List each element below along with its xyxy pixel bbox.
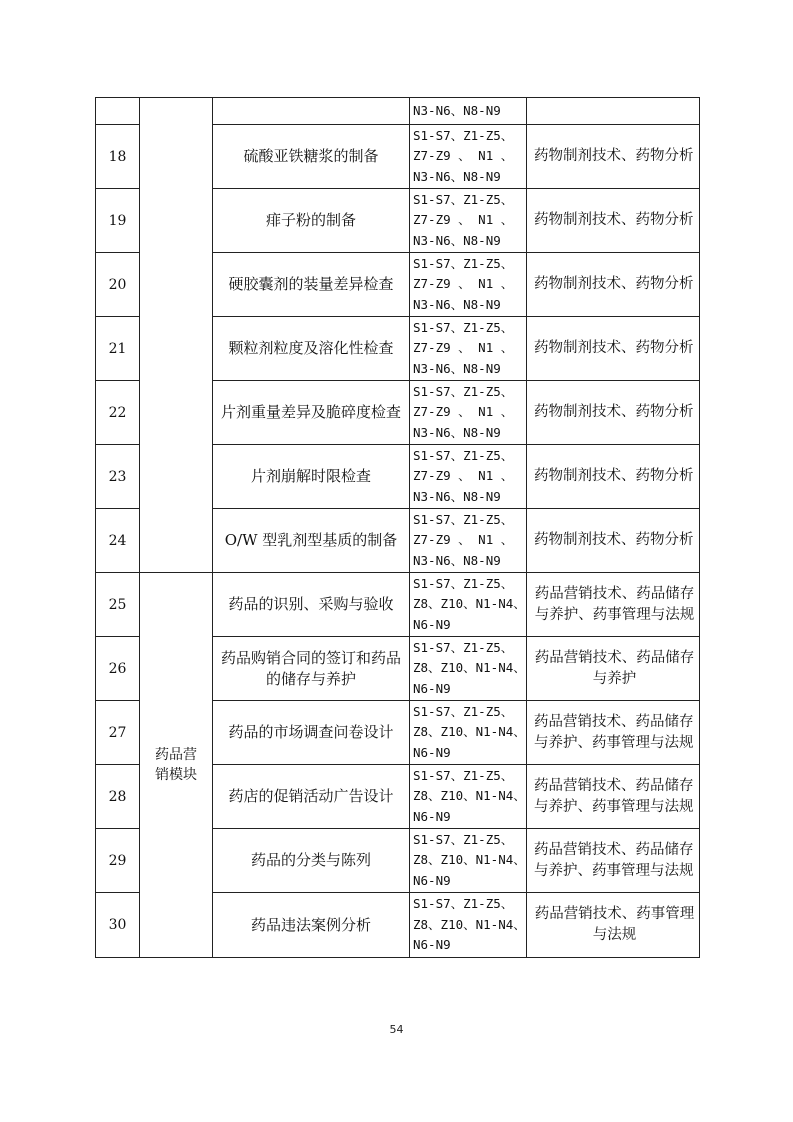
related-courses: 药品营销技术、药品储存与养护、药事管理与法规: [527, 765, 700, 829]
related-courses: 药品营销技术、药品储存与养护: [527, 637, 700, 701]
experiment-name: 药品违法案例分析: [213, 893, 410, 958]
competency-codes: S1-S7、Z1-Z5、 Z7-Z9 、 N1 、 N3-N6、N8-N9: [410, 189, 527, 253]
competency-codes: S1-S7、Z1-Z5、 Z7-Z9 、 N1 、 N3-N6、N8-N9: [410, 125, 527, 189]
competency-codes: S1-S7、Z1-Z5、 Z8、Z10、N1-N4、 N6-N9: [410, 829, 527, 893]
competency-codes: S1-S7、Z1-Z5、 Z7-Z9 、 N1 、 N3-N6、N8-N9: [410, 509, 527, 573]
competency-codes: S1-S7、Z1-Z5、 Z8、Z10、N1-N4、 N6-N9: [410, 637, 527, 701]
experiment-name: 药店的促销活动广告设计: [213, 765, 410, 829]
related-courses: 药品营销技术、药品储存与养护、药事管理与法规: [527, 701, 700, 765]
related-courses: [527, 98, 700, 125]
experiment-name: 药品的分类与陈列: [213, 829, 410, 893]
experiment-name: 硫酸亚铁糖浆的制备: [213, 125, 410, 189]
row-number: 24: [96, 509, 140, 573]
table-row: [96, 573, 700, 637]
row-number: 28: [96, 765, 140, 829]
experiment-name: 颗粒剂粒度及溶化性检查: [213, 317, 410, 381]
related-courses: 药物制剂技术、药物分析: [527, 189, 700, 253]
experiment-name: 药品的市场调查问卷设计: [213, 701, 410, 765]
curriculum-table: [95, 97, 700, 958]
competency-codes: S1-S7、Z1-Z5、 Z7-Z9 、 N1 、 N3-N6、N8-N9: [410, 253, 527, 317]
module-cell-marketing: 药品营销模块: [140, 573, 213, 958]
experiment-name: 痱子粉的制备: [213, 189, 410, 253]
related-courses: 药品营销技术、药品储存与养护、药事管理与法规: [527, 573, 700, 637]
related-courses: 药物制剂技术、药物分析: [527, 253, 700, 317]
related-courses: 药物制剂技术、药物分析: [527, 445, 700, 509]
related-courses: 药品营销技术、药事管理与法规: [527, 893, 700, 958]
experiment-name: 硬胶囊剂的装量差异检查: [213, 253, 410, 317]
experiment-name: O/W 型乳剂型基质的制备: [213, 509, 410, 573]
table-row-continuation: [96, 98, 700, 125]
experiment-name: 片剂崩解时限检查: [213, 445, 410, 509]
competency-codes: S1-S7、Z1-Z5、 Z8、Z10、N1-N4、 N6-N9: [410, 893, 527, 958]
row-number: 29: [96, 829, 140, 893]
experiment-name: 药品购销合同的签订和药品的储存与养护: [213, 637, 410, 701]
row-number: 27: [96, 701, 140, 765]
related-courses: 药物制剂技术、药物分析: [527, 317, 700, 381]
row-number: 23: [96, 445, 140, 509]
row-number: 20: [96, 253, 140, 317]
competency-codes: S1-S7、Z1-Z5、 Z7-Z9 、 N1 、 N3-N6、N8-N9: [410, 317, 527, 381]
experiment-name: 片剂重量差异及脆碎度检查: [213, 381, 410, 445]
competency-codes: S1-S7、Z1-Z5、 Z7-Z9 、 N1 、 N3-N6、N8-N9: [410, 381, 527, 445]
row-number: 19: [96, 189, 140, 253]
competency-codes: S1-S7、Z1-Z5、 Z8、Z10、N1-N4、 N6-N9: [410, 701, 527, 765]
module-cell-previous: [140, 98, 213, 573]
related-courses: 药物制剂技术、药物分析: [527, 381, 700, 445]
related-courses: 药物制剂技术、药物分析: [527, 125, 700, 189]
row-number: 22: [96, 381, 140, 445]
competency-codes: S1-S7、Z1-Z5、 Z8、Z10、N1-N4、 N6-N9: [410, 573, 527, 637]
related-courses: 药物制剂技术、药物分析: [527, 509, 700, 573]
row-number: [96, 98, 140, 125]
related-courses: 药品营销技术、药品储存与养护、药事管理与法规: [527, 829, 700, 893]
row-number: 26: [96, 637, 140, 701]
competency-codes: S1-S7、Z1-Z5、 Z8、Z10、N1-N4、 N6-N9: [410, 765, 527, 829]
row-number: 18: [96, 125, 140, 189]
competency-codes: N3-N6、N8-N9: [410, 98, 527, 125]
row-number: 30: [96, 893, 140, 958]
competency-codes: S1-S7、Z1-Z5、 Z7-Z9 、 N1 、 N3-N6、N8-N9: [410, 445, 527, 509]
experiment-name: [213, 98, 410, 125]
row-number: 25: [96, 573, 140, 637]
row-number: 21: [96, 317, 140, 381]
page-number: 54: [389, 1023, 404, 1036]
experiment-name: 药品的识别、采购与验收: [213, 573, 410, 637]
